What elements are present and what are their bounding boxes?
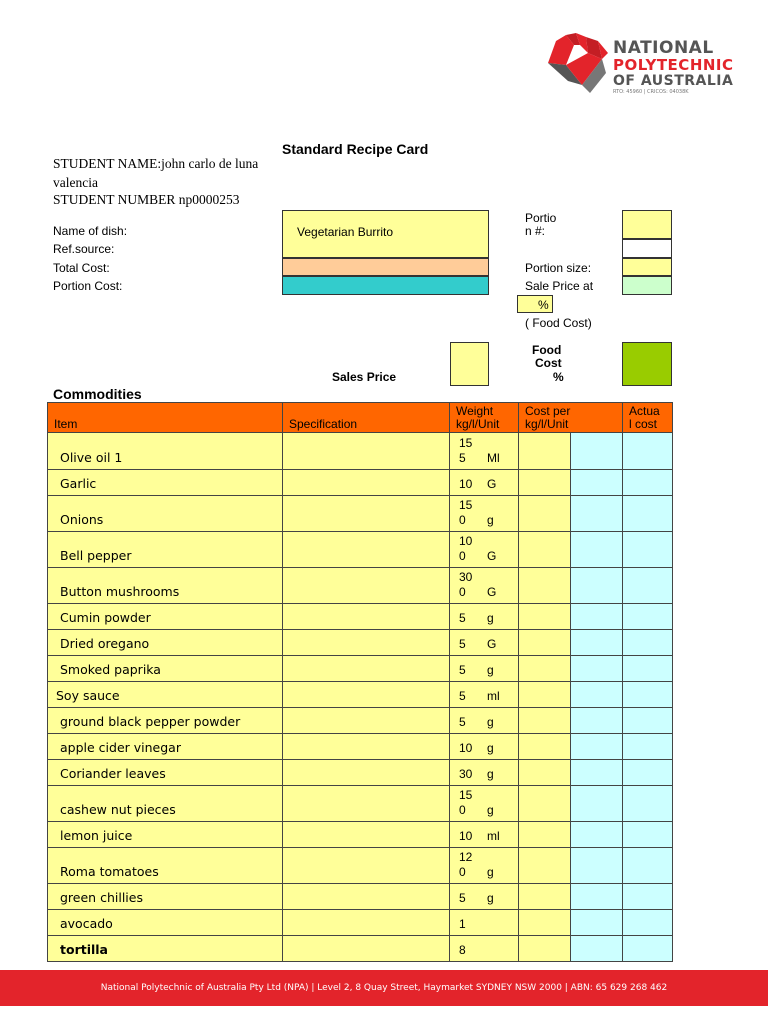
table-row [48,532,673,568]
weight-value-bottom: 5 [459,451,466,465]
header-item: Item [48,403,283,433]
weight-unit: G [487,549,497,563]
page-title: Standard Recipe Card [282,141,429,157]
table-row [48,470,673,496]
cost-per-unit-extra-cell[interactable] [571,708,623,734]
cost-per-unit-cell[interactable] [519,910,571,936]
header-cost-per-2: kg/l/Unit [525,417,569,431]
item-name: Cumin powder [48,604,283,630]
specification-cell[interactable] [283,470,450,496]
weight-unit: g [487,715,494,729]
weight-value [459,477,487,492]
portion-cost-field[interactable] [282,276,489,295]
specification-cell[interactable] [283,532,450,568]
weight-value [459,891,487,906]
actual-cost-cell[interactable] [623,568,673,604]
cost-per-unit-extra-cell[interactable] [571,760,623,786]
item-name: Button mushrooms [48,568,283,604]
item-name: ground black pepper powder [48,708,283,734]
weight-value [459,570,487,600]
weight-cell[interactable] [450,630,519,656]
header-cost-per-1: Cost per [525,404,571,418]
item-name: Soy sauce [48,682,283,708]
sale-price-field[interactable] [622,276,672,295]
weight-value-bottom: 1 [459,917,466,931]
weight-cell[interactable] [450,734,519,760]
actual-cost-cell[interactable] [623,656,673,682]
ref-source-label: Ref.source: [53,242,115,256]
weight-value-bottom: 30 [459,767,473,781]
page-footer: National Polytechnic of Australia Pty Ltd (NPA) | Level 2, 8 Quay Street, Haymarket SYDNEY NSW 2000 | ABN: 65 629 268 462 [0,970,768,1006]
weight-value-bottom: 5 [459,611,466,625]
weight-cell[interactable] [450,604,519,630]
table-row [48,433,673,470]
table-row [48,496,673,532]
weight-cell[interactable] [450,822,519,848]
dish-name-value: Vegetarian Burrito [297,225,394,239]
weight-value [459,741,487,756]
actual-cost-cell[interactable] [623,884,673,910]
weight-value [459,943,487,958]
weight-value-top: 15 [459,788,473,802]
weight-unit: g [487,891,494,905]
cost-per-unit-cell[interactable] [519,734,571,760]
actual-cost-cell[interactable] [623,760,673,786]
header-weight-1: Weight [456,404,494,418]
sales-price-field[interactable] [450,342,489,386]
weight-value-top: 15 [459,436,473,450]
item-name: apple cider vinegar [48,734,283,760]
cost-per-unit-extra-cell[interactable] [571,532,623,568]
cost-per-unit-cell[interactable] [519,568,571,604]
cost-per-unit-extra-cell[interactable] [571,630,623,656]
weight-cell[interactable] [450,532,519,568]
specification-cell[interactable] [283,433,450,470]
cost-per-unit-cell[interactable] [519,822,571,848]
weight-unit: G [487,477,497,491]
cost-per-unit-cell[interactable] [519,470,571,496]
logo-mark [546,33,610,95]
weight-unit: g [487,803,494,817]
item-name: cashew nut pieces [48,786,283,822]
food-cost-pct-label-3: % [553,370,564,384]
portion-no-label-1: Portio [525,211,557,225]
cost-per-unit-extra-cell[interactable] [571,884,623,910]
food-cost-pct-label-1: Food [532,343,562,357]
weight-unit: ml [487,689,500,703]
specification-cell[interactable] [283,884,450,910]
weight-unit: Ml [487,451,500,465]
weight-cell[interactable] [450,760,519,786]
table-row [48,786,673,822]
actual-cost-cell[interactable] [623,822,673,848]
specification-cell[interactable] [283,656,450,682]
weight-unit: g [487,611,494,625]
specification-cell[interactable] [283,604,450,630]
table-row [48,656,673,682]
weight-cell[interactable] [450,656,519,682]
specification-cell[interactable] [283,936,450,962]
weight-value-bottom: 10 [459,741,473,755]
cost-per-unit-cell[interactable] [519,884,571,910]
actual-cost-cell[interactable] [623,708,673,734]
table-row [48,630,673,656]
weight-cell[interactable] [450,682,519,708]
weight-unit: g [487,767,494,781]
weight-value-bottom: 5 [459,891,466,905]
header-cost-per [519,403,623,433]
weight-cell[interactable] [450,936,519,962]
weight-unit: g [487,513,494,527]
weight-cell[interactable] [450,496,519,532]
specification-cell[interactable] [283,708,450,734]
food-cost-paren-label: ( Food Cost) [525,316,592,330]
cost-per-unit-extra-cell[interactable] [571,936,623,962]
weight-value-top: 15 [459,498,473,512]
specification-cell[interactable] [283,682,450,708]
portion-no-label-2: n #: [525,224,546,238]
item-name: tortilla [48,936,283,962]
percent-sign: % [538,298,549,312]
cost-per-unit-extra-cell[interactable] [571,910,623,936]
weight-value-bottom: 0 [459,585,466,599]
weight-unit: G [487,585,497,599]
specification-cell[interactable] [283,568,450,604]
cost-per-unit-extra-cell[interactable] [571,496,623,532]
actual-cost-cell[interactable] [623,604,673,630]
actual-cost-cell[interactable] [623,682,673,708]
actual-cost-cell[interactable] [623,532,673,568]
weight-cell[interactable] [450,848,519,884]
portion-no-field[interactable] [622,210,672,239]
student-name-line-1: STUDENT NAME:john carlo de luna [53,156,259,171]
cost-per-unit-extra-cell[interactable] [571,470,623,496]
table-row [48,848,673,884]
header-actual-cost [623,403,673,433]
cost-per-unit-cell[interactable] [519,760,571,786]
header-specification: Specification [283,403,450,433]
weight-unit: g [487,865,494,879]
weight-value-bottom: 10 [459,477,473,491]
weight-value [459,829,487,844]
ref-source-field[interactable] [622,239,672,258]
cost-per-unit-extra-cell[interactable] [571,568,623,604]
specification-cell[interactable] [283,822,450,848]
portion-cost-label: Portion Cost: [53,279,123,293]
weight-value-bottom: 0 [459,865,466,879]
item-name: Dried oregano [48,630,283,656]
weight-value-bottom: 5 [459,637,466,651]
portion-size-label: Portion size: [525,261,592,275]
weight-value [459,788,487,818]
commodities-table [47,402,673,962]
cost-per-unit-cell[interactable] [519,848,571,884]
commodities-heading: Commodities [53,386,142,402]
cost-per-unit-extra-cell[interactable] [571,604,623,630]
header-weight [450,403,519,433]
weight-value-bottom: 10 [459,829,473,843]
specification-cell[interactable] [283,760,450,786]
specification-cell[interactable] [283,734,450,760]
cost-per-unit-extra-cell[interactable] [571,682,623,708]
item-name: Coriander leaves [48,760,283,786]
weight-value-bottom: 5 [459,689,466,703]
weight-value [459,611,487,626]
weight-value-bottom: 5 [459,715,466,729]
item-name: Olive oil 1 [48,433,283,470]
actual-cost-cell[interactable] [623,848,673,884]
table-row [48,936,673,962]
weight-cell[interactable] [450,708,519,734]
weight-unit: G [487,637,497,651]
cost-per-unit-extra-cell[interactable] [571,433,623,470]
table-row [48,884,673,910]
weight-value-bottom: 0 [459,549,466,563]
table-row [48,734,673,760]
cost-per-unit-cell[interactable] [519,433,571,470]
weight-unit: ml [487,829,500,843]
sales-price-label: Sales Price [332,370,397,384]
cost-per-unit-cell[interactable] [519,604,571,630]
weight-value [459,663,487,678]
header-actual-2: l cost [629,417,658,431]
item-name: avocado [48,910,283,936]
specification-cell[interactable] [283,910,450,936]
food-cost-percent-field[interactable] [517,295,553,313]
logo-line-3: OF AUSTRALIA [613,73,734,89]
logo-line-2: POLYTECHNIC [613,56,734,74]
cost-per-unit-extra-cell[interactable] [571,734,623,760]
portion-size-field[interactable] [622,258,672,276]
weight-value [459,534,487,564]
weight-cell[interactable] [450,470,519,496]
item-name: Bell pepper [48,532,283,568]
specification-cell[interactable] [283,630,450,656]
weight-cell[interactable] [450,433,519,470]
item-name: Garlic [48,470,283,496]
actual-cost-cell[interactable] [623,786,673,822]
actual-cost-cell[interactable] [623,496,673,532]
weight-unit: g [487,663,494,677]
food-cost-percent-result[interactable] [622,342,672,386]
name-of-dish-label: Name of dish: [53,224,128,238]
table-row [48,682,673,708]
weight-cell[interactable] [450,884,519,910]
dish-name-field[interactable] [282,210,489,258]
cost-per-unit-extra-cell[interactable] [571,822,623,848]
cost-per-unit-extra-cell[interactable] [571,656,623,682]
total-cost-field[interactable] [282,258,489,276]
table-row [48,568,673,604]
actual-cost-cell[interactable] [623,910,673,936]
cost-per-unit-cell[interactable] [519,532,571,568]
actual-cost-cell[interactable] [623,470,673,496]
weight-value-top: 10 [459,534,473,548]
student-name-line-2: valencia [53,175,98,190]
sale-price-at-label: Sale Price at [525,279,594,293]
weight-value [459,637,487,652]
weight-cell[interactable] [450,568,519,604]
item-name: Smoked paprika [48,656,283,682]
weight-unit: g [487,741,494,755]
table-header-row [48,403,673,433]
weight-value [459,715,487,730]
cost-per-unit-cell[interactable] [519,936,571,962]
student-number: STUDENT NUMBER np0000253 [53,192,240,207]
table-row [48,708,673,734]
weight-value-top: 30 [459,570,473,584]
cost-per-unit-extra-cell[interactable] [571,848,623,884]
cost-per-unit-cell[interactable] [519,656,571,682]
logo-line-4: RTO: 45960 | CRICOS: 04038K [613,89,689,95]
weight-cell[interactable] [450,786,519,822]
weight-cell[interactable] [450,910,519,936]
item-name: lemon juice [48,822,283,848]
actual-cost-cell[interactable] [623,936,673,962]
item-name: Roma tomatoes [48,848,283,884]
table-row [48,822,673,848]
weight-value-top: 12 [459,850,473,864]
table-row [48,760,673,786]
total-cost-label: Total Cost: [53,261,110,275]
cost-per-unit-cell[interactable] [519,630,571,656]
weight-value [459,498,487,528]
actual-cost-cell[interactable] [623,630,673,656]
weight-value-bottom: 0 [459,803,466,817]
cost-per-unit-cell[interactable] [519,708,571,734]
weight-value-bottom: 0 [459,513,466,527]
food-cost-pct-label-2: Cost [535,356,562,370]
header-actual-1: Actua [629,404,660,418]
weight-value-bottom: 5 [459,663,466,677]
weight-value-bottom: 8 [459,943,466,957]
actual-cost-cell[interactable] [623,433,673,470]
table-row [48,604,673,630]
weight-value [459,436,487,466]
specification-cell[interactable] [283,496,450,532]
cost-per-unit-cell[interactable] [519,496,571,532]
header-weight-2: kg/l/Unit [456,417,500,431]
table-row [48,910,673,936]
weight-value [459,917,487,932]
actual-cost-cell[interactable] [623,734,673,760]
weight-value [459,689,487,704]
specification-cell[interactable] [283,848,450,884]
cost-per-unit-cell[interactable] [519,682,571,708]
cost-per-unit-extra-cell[interactable] [571,786,623,822]
item-name: Onions [48,496,283,532]
specification-cell[interactable] [283,786,450,822]
logo-line-1: NATIONAL [613,38,714,58]
weight-value [459,767,487,782]
cost-per-unit-cell[interactable] [519,786,571,822]
weight-value [459,850,487,880]
item-name: green chillies [48,884,283,910]
logo-text [613,40,734,95]
